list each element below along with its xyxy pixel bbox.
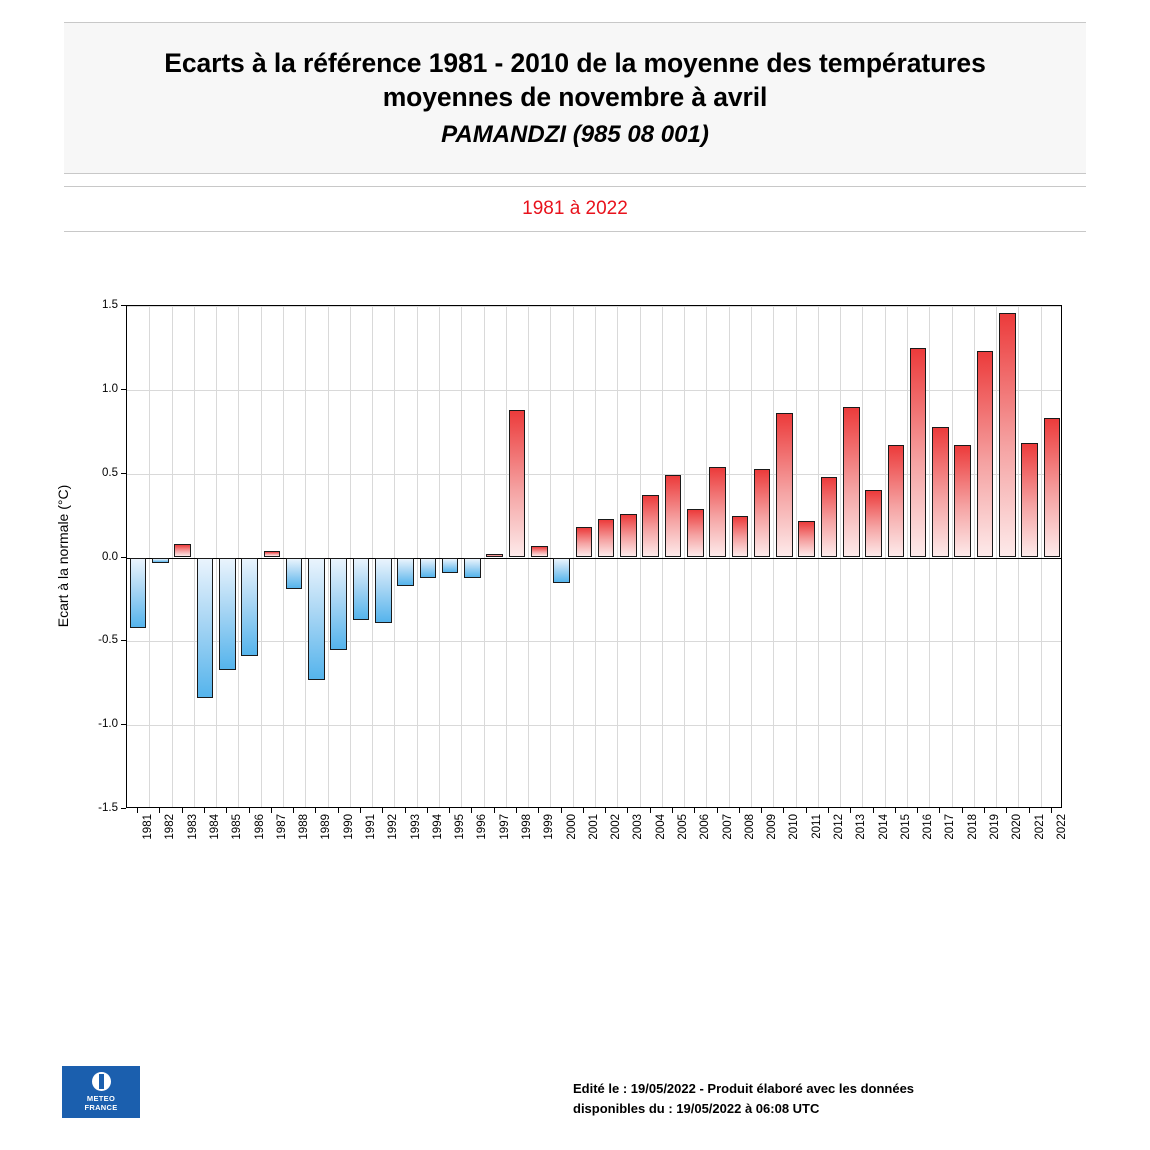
zero-baseline <box>127 558 1061 559</box>
x-tick-label: 2018 <box>966 814 979 840</box>
bar <box>687 509 703 558</box>
title-line-1: Ecarts à la référence 1981 - 2010 de la moyenne des températures <box>164 47 986 78</box>
x-tick-mark <box>516 808 517 813</box>
x-tick-label: 2005 <box>677 814 689 840</box>
x-tick-label: 2019 <box>989 814 1001 840</box>
x-gridline <box>216 306 217 807</box>
bar <box>576 527 592 557</box>
x-tick-label: 1988 <box>298 814 311 840</box>
bar <box>977 351 993 557</box>
x-tick-label: 2020 <box>1011 814 1024 840</box>
y-tick-label: -1.0 <box>98 718 118 731</box>
x-tick-label: 2002 <box>610 814 623 840</box>
x-tick-label: 2006 <box>699 814 712 840</box>
bar <box>709 467 725 558</box>
y-tick-label: 0.5 <box>102 466 118 479</box>
x-tick-label: 1999 <box>543 814 556 840</box>
bar <box>843 407 859 558</box>
x-tick-label: 1991 <box>365 814 377 840</box>
x-tick-label: 2007 <box>721 814 734 840</box>
bar <box>865 490 881 557</box>
x-tick-mark <box>382 808 383 813</box>
y-tick-label: 0.0 <box>102 550 118 563</box>
bar <box>798 521 814 558</box>
x-tick-mark <box>449 808 450 813</box>
x-tick-mark <box>783 808 784 813</box>
x-gridline <box>506 306 507 807</box>
x-tick-label: 2021 <box>1033 814 1046 840</box>
x-tick-label: 1989 <box>320 814 333 840</box>
x-tick-label: 1998 <box>521 814 533 840</box>
bar <box>665 475 681 557</box>
x-tick-mark <box>806 808 807 813</box>
x-tick-label: 2012 <box>833 814 845 840</box>
x-tick-mark <box>561 808 562 813</box>
x-tick-label: 1987 <box>275 814 288 840</box>
x-gridline <box>1041 306 1042 807</box>
bar <box>999 313 1015 558</box>
y-tick-mark <box>121 640 126 641</box>
bar <box>375 558 391 623</box>
bar <box>152 558 168 563</box>
bar <box>910 348 926 558</box>
bar <box>286 558 302 590</box>
station-subtitle: PAMANDZI (985 08 001) <box>441 121 709 149</box>
x-tick-mark <box>962 808 963 813</box>
x-tick-label: 2016 <box>922 814 935 840</box>
x-tick-mark <box>672 808 673 813</box>
x-tick-mark <box>583 808 584 813</box>
x-tick-label: 2013 <box>855 814 868 840</box>
x-gridline <box>729 306 730 807</box>
bar <box>241 558 257 657</box>
x-gridline <box>1018 306 1019 807</box>
x-tick-mark <box>828 808 829 813</box>
x-gridline <box>684 306 685 807</box>
bar <box>1021 443 1037 557</box>
x-gridline <box>484 306 485 807</box>
x-tick-mark <box>204 808 205 813</box>
y-gridline <box>127 306 1061 307</box>
x-tick-mark <box>405 808 406 813</box>
x-tick-mark <box>494 808 495 813</box>
y-tick-label: 1.5 <box>102 299 118 311</box>
y-tick-mark <box>121 389 126 390</box>
x-tick-mark <box>226 808 227 813</box>
bar <box>754 469 770 558</box>
bar <box>553 558 569 583</box>
bar <box>219 558 235 670</box>
x-gridline <box>172 306 173 807</box>
bar <box>264 551 280 558</box>
x-tick-mark <box>315 808 316 813</box>
footer-note <box>573 1079 914 1118</box>
x-tick-mark <box>159 808 160 813</box>
bar <box>888 445 904 557</box>
y-axis-label: Ecart à la normale (°C) <box>55 484 71 628</box>
y-tick-mark <box>121 808 126 809</box>
x-tick-mark <box>717 808 718 813</box>
bar <box>821 477 837 557</box>
bar <box>464 558 480 578</box>
x-tick-mark <box>605 808 606 813</box>
x-tick-mark <box>627 808 628 813</box>
plot-area <box>126 305 1062 808</box>
bar <box>420 558 436 578</box>
x-tick-mark <box>917 808 918 813</box>
x-tick-mark <box>360 808 361 813</box>
x-gridline <box>305 306 306 807</box>
x-tick-label: 1983 <box>186 814 199 840</box>
x-tick-label: 1985 <box>231 814 244 840</box>
x-gridline <box>372 306 373 807</box>
x-gridline <box>528 306 529 807</box>
x-gridline <box>640 306 641 807</box>
x-gridline <box>617 306 618 807</box>
x-gridline <box>238 306 239 807</box>
x-tick-mark <box>427 808 428 813</box>
bar <box>442 558 458 573</box>
bar <box>197 558 213 699</box>
x-tick-label: 1996 <box>476 814 489 840</box>
x-gridline <box>328 306 329 807</box>
x-tick-mark <box>895 808 896 813</box>
x-tick-label: 2000 <box>565 814 578 840</box>
bar <box>397 558 413 587</box>
x-tick-label: 2022 <box>1055 814 1068 840</box>
x-tick-label: 2003 <box>632 814 645 840</box>
x-tick-label: 1986 <box>253 814 266 840</box>
x-tick-label: 1997 <box>498 814 511 840</box>
footer-note-line-2: disponibles du : 19/05/2022 à 06:08 UTC <box>573 1100 820 1116</box>
x-gridline <box>751 306 752 807</box>
x-tick-mark <box>984 808 985 813</box>
logo-line-1: METEO <box>86 1093 116 1103</box>
x-gridline <box>194 306 195 807</box>
x-tick-label: 2004 <box>654 814 667 840</box>
x-tick-label: 1982 <box>164 814 177 840</box>
x-gridline <box>996 306 997 807</box>
y-tick-mark <box>121 305 126 306</box>
x-tick-label: 2008 <box>743 814 756 840</box>
x-gridline <box>952 306 953 807</box>
x-tick-label: 1990 <box>342 814 355 840</box>
x-tick-label: 1984 <box>209 814 221 840</box>
title-line-2: moyennes de novembre à avril <box>382 81 768 112</box>
x-gridline <box>149 306 150 807</box>
logo-line-2: FRANCE <box>84 1103 118 1112</box>
y-tick-mark <box>121 557 126 558</box>
x-gridline <box>840 306 841 807</box>
y-tick-mark <box>121 473 126 474</box>
x-tick-mark <box>293 808 294 813</box>
x-gridline <box>818 306 819 807</box>
x-gridline <box>706 306 707 807</box>
x-tick-mark <box>1006 808 1007 813</box>
x-gridline <box>862 306 863 807</box>
bar <box>932 427 948 558</box>
x-tick-mark <box>471 808 472 813</box>
x-tick-mark <box>249 808 250 813</box>
y-gridline <box>127 641 1061 642</box>
x-tick-label: 2015 <box>899 814 912 840</box>
meteo-france-logo-icon <box>92 1072 111 1091</box>
x-gridline <box>417 306 418 807</box>
x-tick-mark <box>850 808 851 813</box>
x-gridline <box>394 306 395 807</box>
x-tick-label: 1994 <box>431 814 444 840</box>
bar <box>330 558 346 650</box>
x-tick-mark <box>694 808 695 813</box>
x-tick-mark <box>137 808 138 813</box>
x-tick-label: 2010 <box>788 814 801 840</box>
bar <box>130 558 146 628</box>
bar <box>486 554 502 557</box>
logo-text <box>84 1094 117 1113</box>
x-gridline <box>796 306 797 807</box>
x-tick-mark <box>271 808 272 813</box>
meteo-france-logo <box>62 1066 140 1118</box>
bar <box>598 519 614 558</box>
bar <box>531 546 547 558</box>
x-tick-mark <box>761 808 762 813</box>
x-tick-mark <box>1029 808 1030 813</box>
bar <box>509 410 525 558</box>
x-tick-label: 2009 <box>766 814 779 840</box>
x-tick-label: 2011 <box>810 814 823 839</box>
x-tick-label: 2001 <box>587 814 600 840</box>
x-gridline <box>461 306 462 807</box>
x-gridline <box>550 306 551 807</box>
bar <box>308 558 324 680</box>
bar <box>642 495 658 557</box>
x-gridline <box>573 306 574 807</box>
x-tick-mark <box>538 808 539 813</box>
x-tick-label: 1981 <box>142 814 155 840</box>
x-gridline <box>261 306 262 807</box>
x-tick-label: 1993 <box>409 814 422 840</box>
x-tick-mark <box>939 808 940 813</box>
x-tick-mark <box>182 808 183 813</box>
y-tick-label: -1.5 <box>98 802 118 814</box>
bar <box>353 558 369 620</box>
y-tick-mark <box>121 724 126 725</box>
bar <box>776 413 792 557</box>
period-label: 1981 à 2022 <box>522 198 628 219</box>
bar <box>1044 418 1060 557</box>
x-tick-label: 1995 <box>454 814 467 840</box>
x-gridline <box>439 306 440 807</box>
y-tick-label: 1.0 <box>102 382 118 395</box>
y-gridline <box>127 725 1061 726</box>
x-gridline <box>885 306 886 807</box>
bar <box>732 516 748 558</box>
y-tick-label: -0.5 <box>98 634 118 647</box>
x-tick-label: 2017 <box>944 814 957 840</box>
x-tick-mark <box>1051 808 1052 813</box>
bar <box>954 445 970 557</box>
x-gridline <box>974 306 975 807</box>
bar <box>174 544 190 557</box>
footer-note-line-1: Edité le : 19/05/2022 - Produit élaboré avec les données <box>573 1081 915 1096</box>
bar <box>620 514 636 558</box>
x-gridline <box>350 306 351 807</box>
x-gridline <box>595 306 596 807</box>
x-tick-mark <box>873 808 874 813</box>
x-tick-mark <box>739 808 740 813</box>
x-gridline <box>283 306 284 807</box>
x-gridline <box>929 306 930 807</box>
x-tick-label: 2014 <box>877 814 890 840</box>
x-gridline <box>662 306 663 807</box>
x-tick-mark <box>650 808 651 813</box>
x-tick-mark <box>338 808 339 813</box>
x-gridline <box>773 306 774 807</box>
x-tick-label: 1992 <box>387 814 400 840</box>
x-gridline <box>907 306 908 807</box>
